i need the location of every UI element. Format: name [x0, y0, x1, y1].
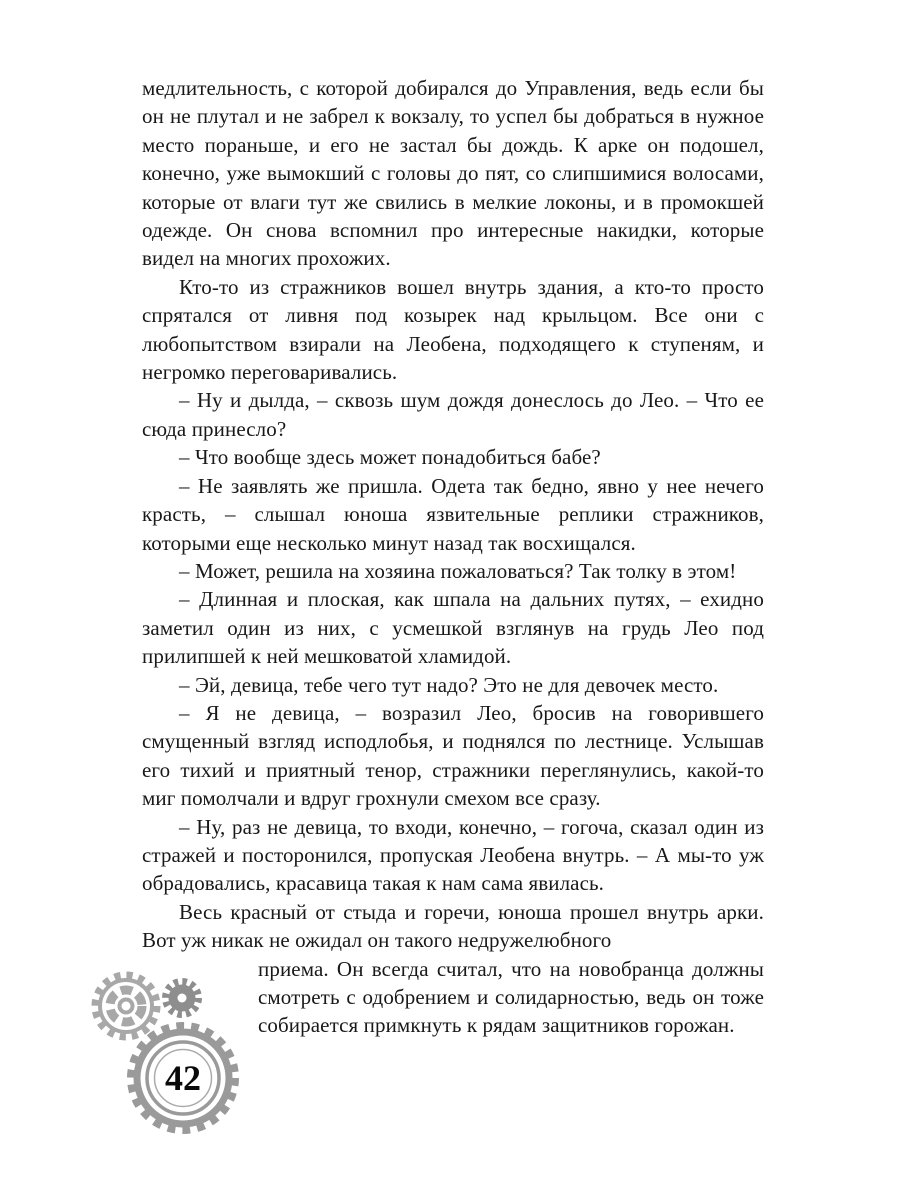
paragraph-8: – Эй, девица, тебе чего тут надо? Это не для девочек место. [179, 672, 719, 697]
gears-ornament [82, 966, 246, 1144]
paragraph-4: – Что вообще здесь может понадобиться бабе? [179, 445, 601, 470]
paragraph-3: – Ну и дылда, – сквозь шум дождя донеслось до Лео. – Что ее сюда принесло? [142, 388, 764, 441]
gear-medium-icon [96, 976, 156, 1036]
paragraph-5: – Не заявлять же пришла. Одета так бедно, явно у нее нечего красть, – слышал юноша язвительные реплики стражников, которыми еще несколько минут назад так восхищался. [142, 473, 764, 555]
page-number: 42 [165, 1058, 201, 1098]
paragraph-9: – Я не девица, – возразил Лео, бросив на говорившего смущенный взгляд исподлобья, и поднялся по лестнице. Услышав его тихий и приятный тенор, стражники переглянулись, какой-то миг помолчали и вдруг грохнули смехом все сразу. [142, 700, 764, 811]
paragraph-10: – Ну, раз не девица, то входи, конечно, – гогоча, сказал один из стражей и посторонился, пропуская Леобена внутрь. – А мы-то уж обрадовались, красавица такая к нам сама явилась. [142, 814, 764, 896]
paragraph-6: – Может, решила на хозяина пожаловаться? Так толку в этом! [179, 558, 737, 583]
gear-small-icon [166, 982, 198, 1014]
gears-graphic [82, 966, 246, 1144]
paragraph-7: – Длинная и плоская, как шпала на дальних путях, – ехидно заметил один из них, с усмешкой взглянув на грудь Лео под прилипшей к ней мешковатой хламидой. [142, 587, 764, 669]
text-block [142, 74, 764, 1040]
gear-large-icon [133, 1028, 233, 1128]
paragraph-11-wrapped: приема. Он всегда считал, что на новобранца должны смотреть с одобрением и солидарностью, ведь он тоже собирается примкнуть к рядам защитников горожан. [258, 956, 764, 1038]
paragraph-11-start: Весь красный от стыда и горечи, юноша прошел внутрь арки. Вот уж никак не ожидал он такого недружелюбного [142, 899, 764, 953]
paragraph-1: медлительность, с которой добирался до Управления, ведь если бы он не плутал и не забрел к вокзалу, то успел бы добраться в нужное место пораньше, и его не застал бы дождь. К арке он подошел, конечно, уже вымокший с головы до пят, со слипшимися волосами, которые от влаги тут же свились в мелкие локоны, и в промокшей одежде. Он снова вспомнил про интересные накидки, которые видел на многих прохожих. [142, 76, 764, 271]
paragraph-2: Кто-то из стражников вошел внутрь здания, а кто-то просто спрятался от ливня под козырек над крыльцом. Все они с любопытством взирали на Леобена, подходящего к ступеням, и негромко переговаривались. [142, 274, 764, 385]
